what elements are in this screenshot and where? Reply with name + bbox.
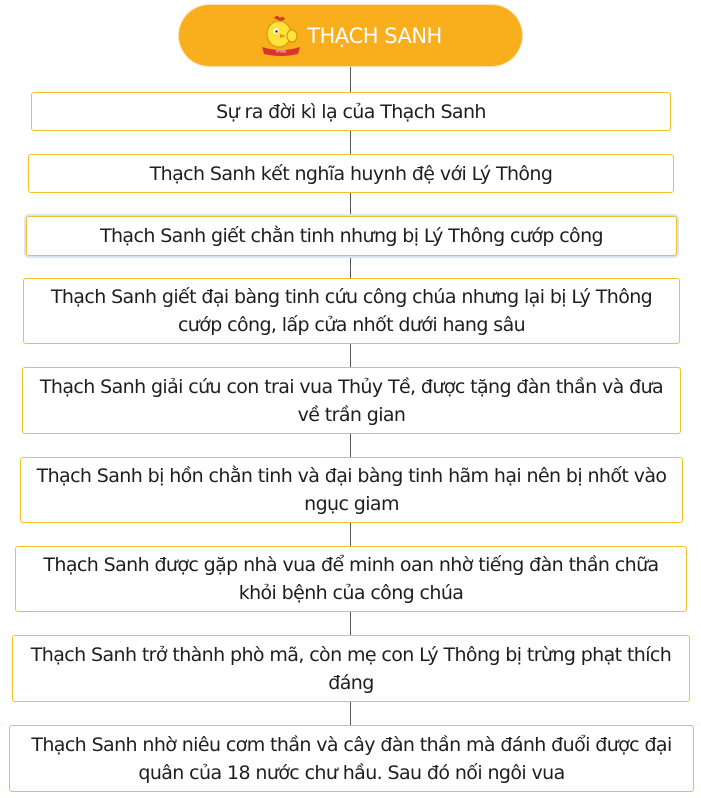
event-box-3: Thạch Sanh giết chằn tinh nhưng bị Lý Thông cướp công — [26, 216, 677, 256]
event-box-4: Thạch Sanh giết đại bàng tinh cứu công chúa nhưng lại bị Lý Thông cướp công, lấp cửa nhốt dưới hang sâu — [23, 278, 680, 344]
title-header — [179, 5, 522, 66]
svg-text:vnda: vnda — [276, 48, 287, 53]
event-box-2: Thạch Sanh kết nghĩa huynh đệ với Lý Thông — [28, 154, 674, 193]
header-title: THẠCH SANH — [307, 23, 442, 48]
event-box-1: Sự ra đời kì lạ của Thạch Sanh — [31, 92, 671, 131]
event-box-6: Thạch Sanh bị hồn chằn tinh và đại bàng tinh hãm hại nên bị nhốt vào ngục giam — [20, 457, 683, 523]
event-box-7: Thạch Sanh được gặp nhà vua để minh oan nhờ tiếng đàn thần chữa khỏi bệnh của công chúa — [15, 546, 687, 612]
event-box-8: Thạch Sanh trở thành phò mã, còn mẹ con Lý Thông bị trừng phạt thích đáng — [12, 635, 690, 702]
event-box-5: Thạch Sanh giải cứu con trai vua Thủy Tề, được tặng đàn thần và đưa về trần gian — [22, 367, 681, 434]
event-box-9: Thạch Sanh nhờ niêu cơm thần và cây đàn thần mà đánh đuổi được đại quân của 18 nước chư hầu. Sau đó nối ngôi vua — [9, 725, 694, 792]
rooster-mascot-icon — [259, 14, 303, 58]
